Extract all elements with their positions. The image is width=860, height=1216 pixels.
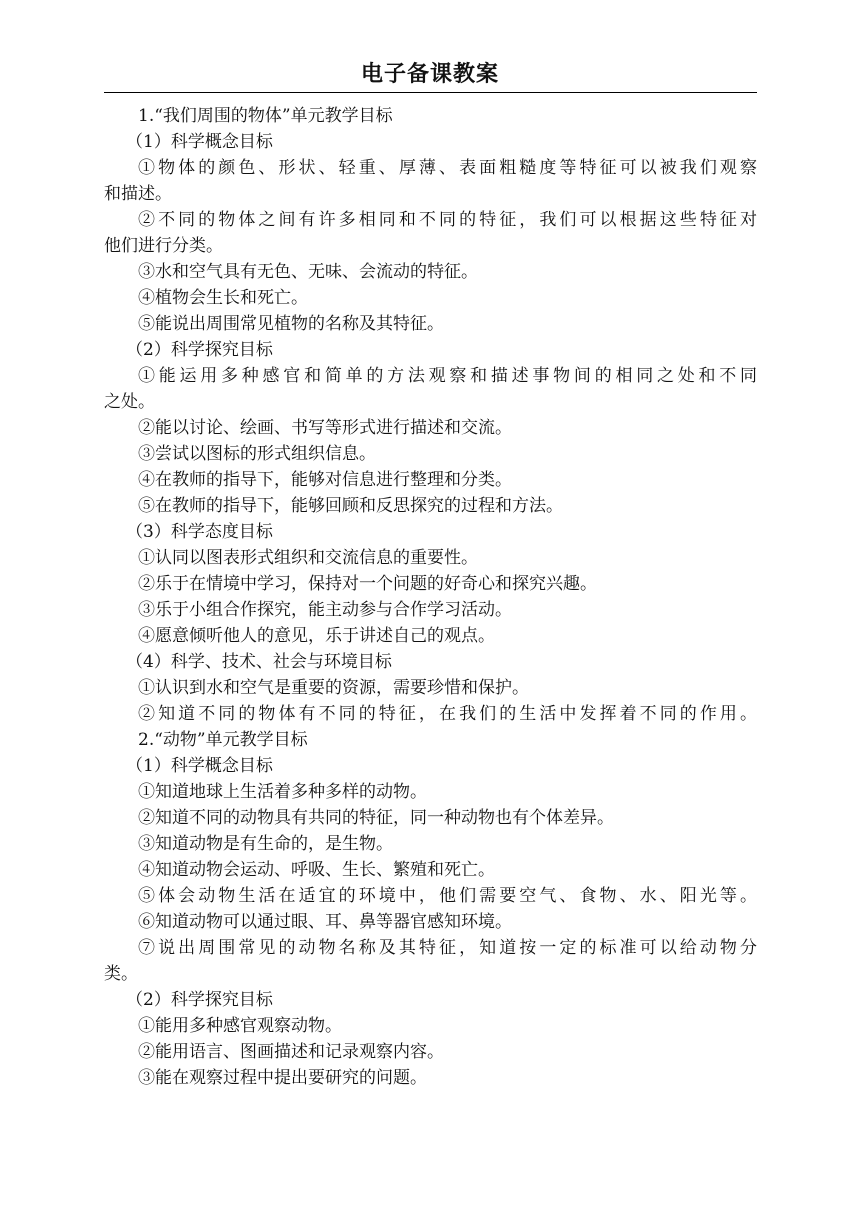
body-line: （2）科学探究目标 bbox=[126, 990, 273, 1010]
body-line: （3）科学态度目标 bbox=[126, 522, 273, 542]
body-line: （2）科学探究目标 bbox=[126, 340, 273, 360]
document-header-title: 电子备课教案 bbox=[360, 62, 499, 87]
body-line: ②知道不同的动物具有共同的特征，同一种动物也有个体差异。 bbox=[138, 808, 614, 828]
body-line: ④愿意倾听他人的意见，乐于讲述自己的观点。 bbox=[138, 626, 495, 646]
body-line: ③能在观察过程中提出要研究的问题。 bbox=[138, 1068, 427, 1088]
body-line: ①认同以图表形式组织和交流信息的重要性。 bbox=[138, 548, 478, 568]
body-line: 和描述。 bbox=[104, 184, 172, 204]
body-line: ②能用语言、图画描述和记录观察内容。 bbox=[138, 1042, 444, 1062]
body-line: ④在教师的指导下，能够对信息进行整理和分类。 bbox=[138, 470, 512, 490]
body-line: （4）科学、技术、社会与环境目标 bbox=[126, 652, 392, 672]
body-line: 类。 bbox=[104, 964, 138, 984]
body-line: ①能运用多种感官和简单的方法观察和描述事物间的相同之处和不同 bbox=[138, 366, 757, 386]
body-line: ⑥知道动物可以通过眼、耳、鼻等器官感知环境。 bbox=[138, 912, 512, 932]
body-line: ⑤体会动物生活在适宜的环境中，他们需要空气、食物、水、阳光等。 bbox=[138, 886, 757, 906]
body-line: 2.“动物”单元教学目标 bbox=[138, 730, 308, 750]
body-line: ③尝试以图标的形式组织信息。 bbox=[138, 444, 376, 464]
body-line: （1）科学概念目标 bbox=[126, 756, 273, 776]
body-line: 1.“我们周围的物体”单元教学目标 bbox=[138, 106, 393, 126]
body-line: ①知道地球上生活着多种多样的动物。 bbox=[138, 782, 427, 802]
body-line: 之处。 bbox=[104, 392, 155, 412]
body-line: ⑦说出周围常见的动物名称及其特征，知道按一定的标准可以给动物分 bbox=[138, 938, 757, 958]
body-line: ⑤在教师的指导下，能够回顾和反思探究的过程和方法。 bbox=[138, 496, 563, 516]
body-line: ②乐于在情境中学习，保持对一个问题的好奇心和探究兴趣。 bbox=[138, 574, 597, 594]
body-line: ①物体的颜色、形状、轻重、厚薄、表面粗糙度等特征可以被我们观察 bbox=[138, 158, 757, 178]
body-line: ④知道动物会运动、呼吸、生长、繁殖和死亡。 bbox=[138, 860, 495, 880]
body-line: ①认识到水和空气是重要的资源，需要珍惜和保护。 bbox=[138, 678, 529, 698]
body-line: ④植物会生长和死亡。 bbox=[138, 288, 308, 308]
body-line: （1）科学概念目标 bbox=[126, 132, 273, 152]
body-line: ③乐于小组合作探究，能主动参与合作学习活动。 bbox=[138, 600, 512, 620]
body-line: ①能用多种感官观察动物。 bbox=[138, 1016, 342, 1036]
body-line: 他们进行分类。 bbox=[104, 236, 223, 256]
body-line: ②知道不同的物体有不同的特征，在我们的生活中发挥着不同的作用。 bbox=[138, 704, 757, 724]
body-line: ②不同的物体之间有许多相同和不同的特征，我们可以根据这些特征对 bbox=[138, 210, 757, 230]
document-body bbox=[104, 103, 757, 1091]
body-line: ③水和空气具有无色、无味、会流动的特征。 bbox=[138, 262, 478, 282]
body-line: ③知道动物是有生命的，是生物。 bbox=[138, 834, 393, 854]
header-divider bbox=[104, 92, 757, 93]
body-line: ②能以讨论、绘画、书写等形式进行描述和交流。 bbox=[138, 418, 512, 438]
body-line: ⑤能说出周围常见植物的名称及其特征。 bbox=[138, 314, 444, 334]
